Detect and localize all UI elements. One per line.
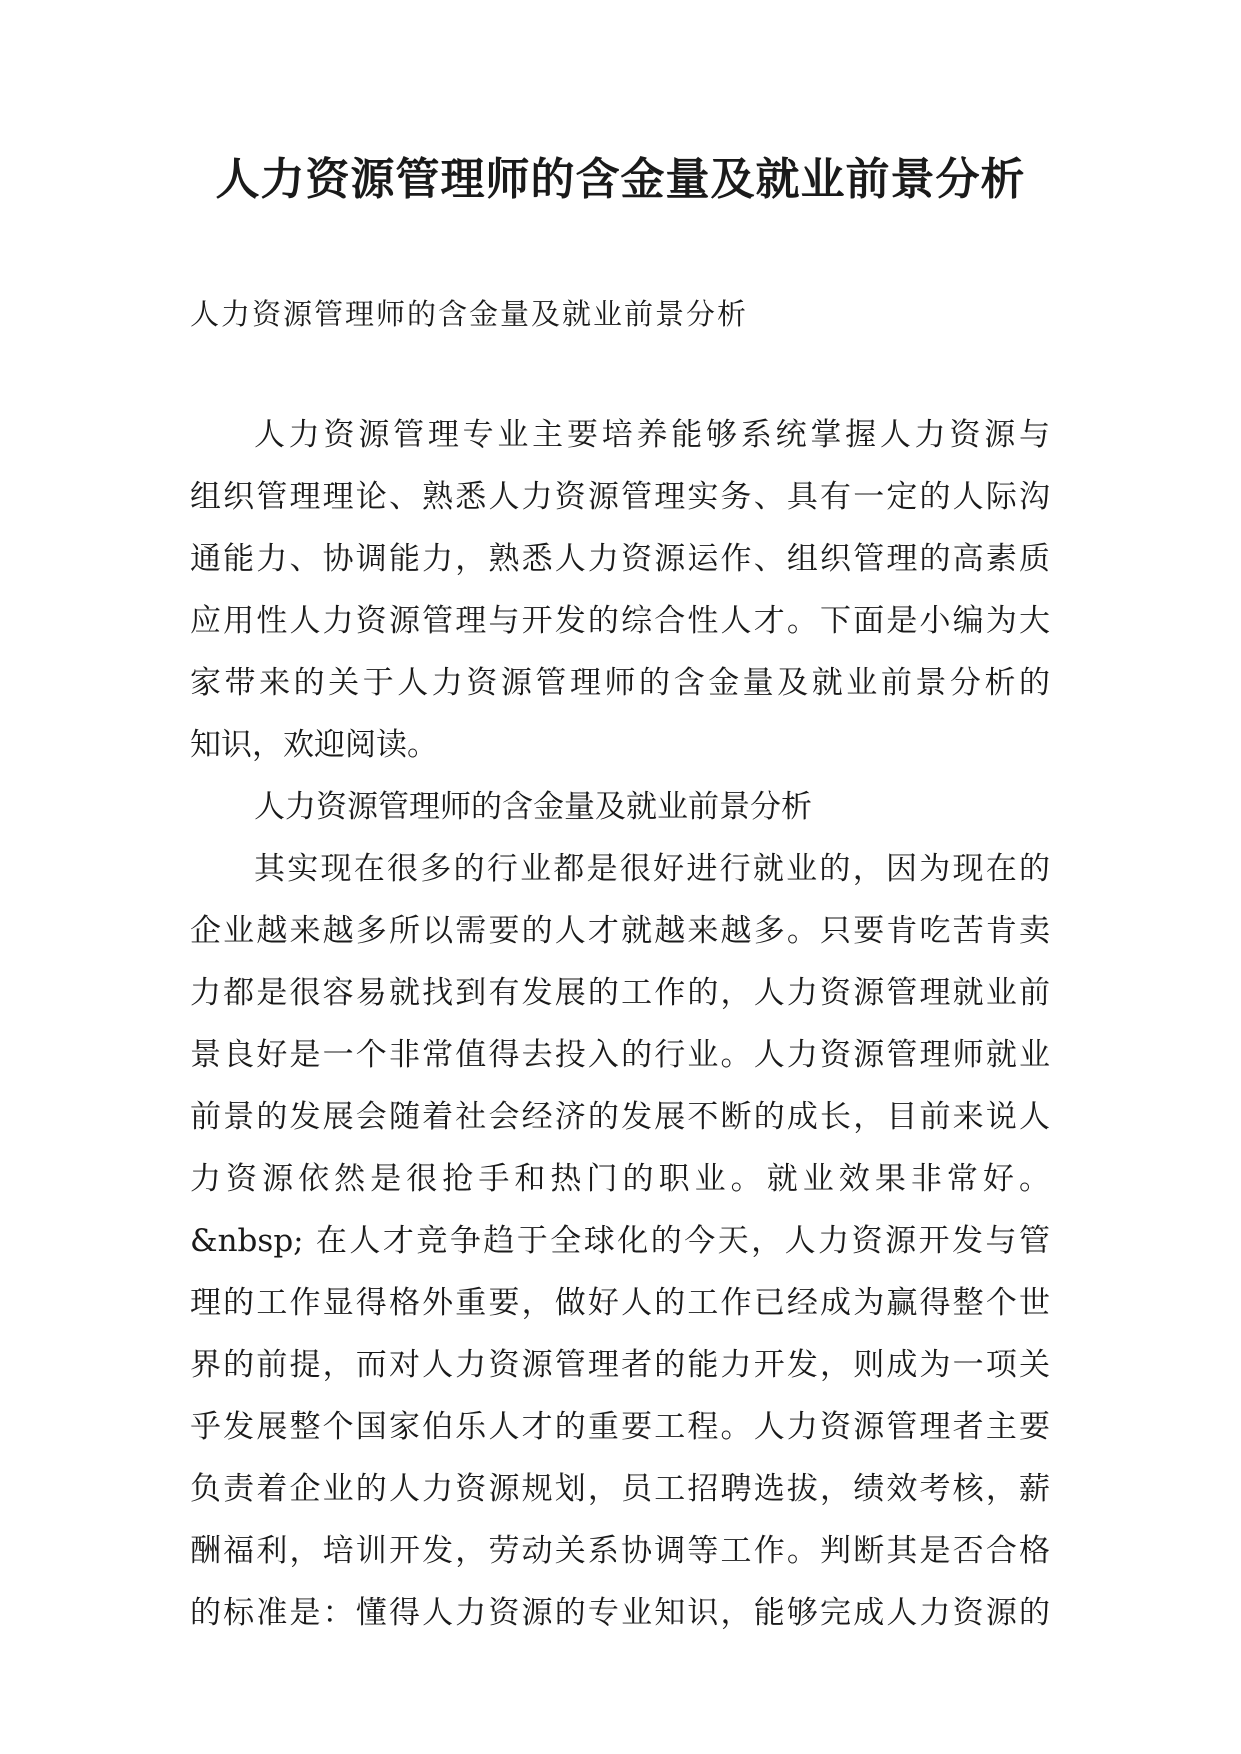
paragraph-3-line: 景良好是一个非常值得去投入的行业。人力资源管理师就业 [190,1037,1050,1073]
paragraph-3-line: 酬福利，培训开发，劳动关系协调等工作。判断其是否合格 [190,1533,1050,1569]
paragraph-3-line: 力资源依然是很抢手和热门的职业。就业效果非常好。 [190,1161,1050,1197]
paragraph-3-line: 乎发展整个国家伯乐人才的重要工程。人力资源管理者主要 [190,1409,1050,1445]
paragraph-3-line: 力都是很容易就找到有发展的工作的，人力资源管理就业前 [190,975,1050,1011]
document-body [190,404,1050,1644]
document-title: 人力资源管理师的含金量及就业前景分析 [215,154,1026,205]
paragraph-3-line: 理的工作显得格外重要，做好人的工作已经成为赢得整个世 [190,1285,1050,1321]
paragraph-1-line: 通能力、协调能力，熟悉人力资源运作、组织管理的高素质 [190,541,1050,577]
section-heading: 人力资源管理师的含金量及就业前景分析 [254,789,812,825]
paragraph-1-line: 组织管理理论、熟悉人力资源管理实务、具有一定的人际沟 [190,479,1050,515]
paragraph-3-line: &nbsp; 在人才竞争趋于全球化的今天，人力资源开发与管 [190,1223,1050,1259]
paragraph-3-line: 界的前提，而对人力资源管理者的能力开发，则成为一项关 [190,1347,1050,1383]
paragraph-3-line: 负责着企业的人力资源规划，员工招聘选拔，绩效考核，薪 [190,1471,1050,1507]
paragraph-1-line: 应用性人力资源管理与开发的综合性人才。下面是小编为大 [190,603,1050,639]
paragraph-3-line: 前景的发展会随着社会经济的发展不断的成长，目前来说人 [190,1099,1050,1135]
document-subtitle: 人力资源管理师的含金量及就业前景分析 [190,297,749,331]
paragraph-3-line: 企业越来越多所以需要的人才就越来越多。只要肯吃苦肯卖 [190,913,1050,949]
paragraph-3-line: 的标准是：懂得人力资源的专业知识，能够完成人力资源的 [190,1595,1050,1631]
paragraph-1-line: 知识，欢迎阅读。 [190,727,438,763]
paragraph-1-line: 人力资源管理专业主要培养能够系统掌握人力资源与 [254,417,1050,453]
paragraph-3-line: 其实现在很多的行业都是很好进行就业的，因为现在的 [254,851,1050,887]
paragraph-1-line: 家带来的关于人力资源管理师的含金量及就业前景分析的 [190,665,1050,701]
